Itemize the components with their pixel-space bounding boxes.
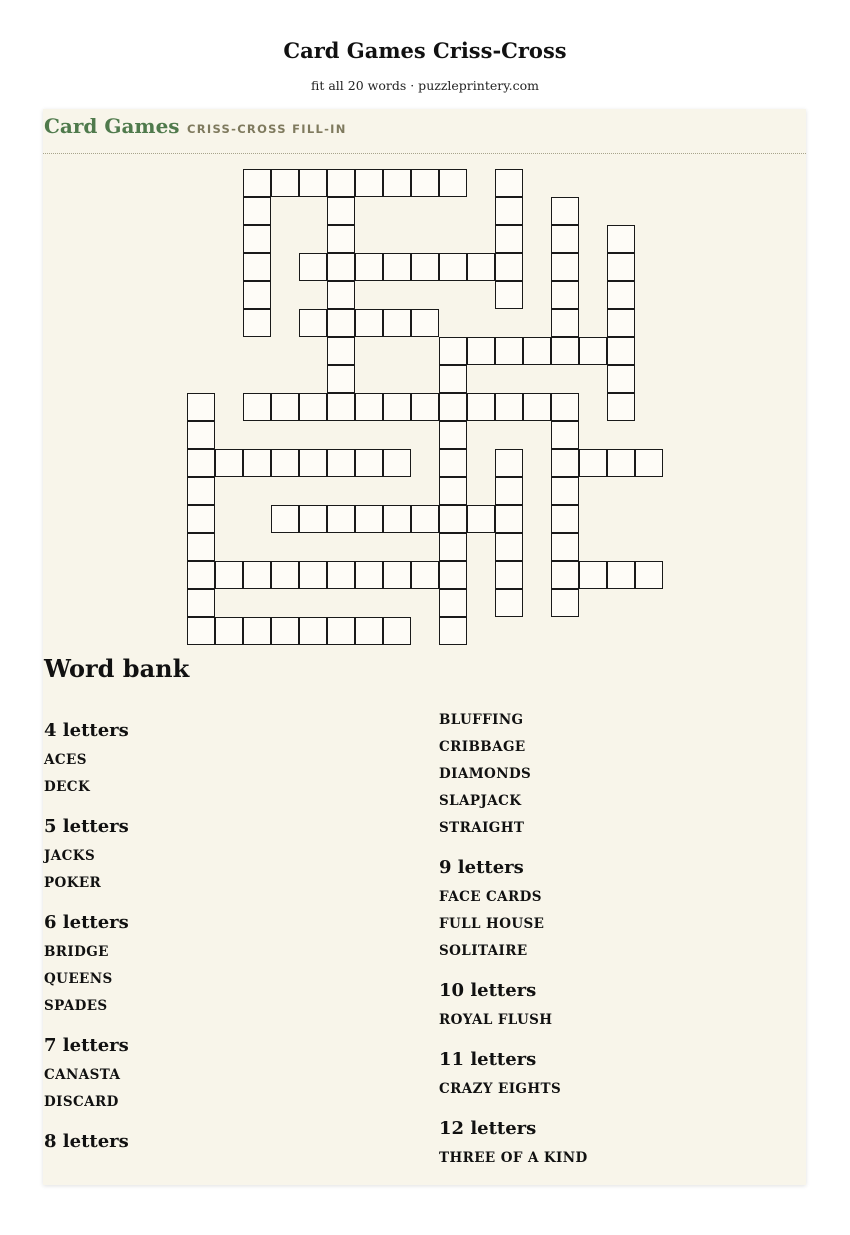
word-bank-entry: FACE CARDS	[439, 889, 542, 905]
puzzle-card	[43, 109, 806, 1185]
word-bank-entry: BLUFFING	[439, 712, 524, 728]
word-bank-entry: CRAZY EIGHTS	[439, 1081, 562, 1097]
word-group-heading: 11 letters	[439, 1049, 537, 1070]
word-group-heading: 9 letters	[439, 857, 524, 878]
word-bank-title: Word bank	[44, 654, 190, 683]
word-bank-entry: POKER	[44, 875, 102, 891]
word-bank-entry: DISCARD	[44, 1094, 119, 1110]
word-bank-entry: QUEENS	[44, 971, 113, 987]
word-bank-entry: JACKS	[44, 848, 96, 864]
page-title: Card Games Criss-Cross	[283, 38, 567, 63]
word-bank-entry: THREE OF A KIND	[439, 1150, 588, 1166]
word-bank-entry: ROYAL FLUSH	[439, 1012, 553, 1028]
word-bank-entry: SPADES	[44, 998, 108, 1014]
puzzle-kind-label: CRISS-CROSS FILL-IN	[187, 122, 347, 136]
card-header	[43, 109, 806, 154]
word-bank-entry: STRAIGHT	[439, 820, 525, 836]
word-bank-entry: SOLITAIRE	[439, 943, 528, 959]
word-group-heading: 5 letters	[44, 816, 129, 837]
word-group-heading: 7 letters	[44, 1035, 129, 1056]
word-bank-entry: DIAMONDS	[439, 766, 532, 782]
puzzle-brand: Card Games	[44, 114, 180, 138]
word-bank-entry: SLAPJACK	[439, 793, 522, 809]
page-subtitle: fit all 20 words · puzzleprintery.com	[311, 78, 539, 93]
word-group-heading: 10 letters	[439, 980, 537, 1001]
word-group-heading: 12 letters	[439, 1118, 537, 1139]
word-bank-entry: FULL HOUSE	[439, 916, 545, 932]
word-bank-entry: ACES	[44, 752, 87, 768]
word-bank-entry: DECK	[44, 779, 91, 795]
word-group-heading: 6 letters	[44, 912, 129, 933]
word-group-heading: 8 letters	[44, 1131, 129, 1152]
word-group-heading: 4 letters	[44, 720, 129, 741]
word-bank-entry: CANASTA	[44, 1067, 121, 1083]
word-bank-entry: CRIBBAGE	[439, 739, 526, 755]
word-bank-entry: BRIDGE	[44, 944, 109, 960]
